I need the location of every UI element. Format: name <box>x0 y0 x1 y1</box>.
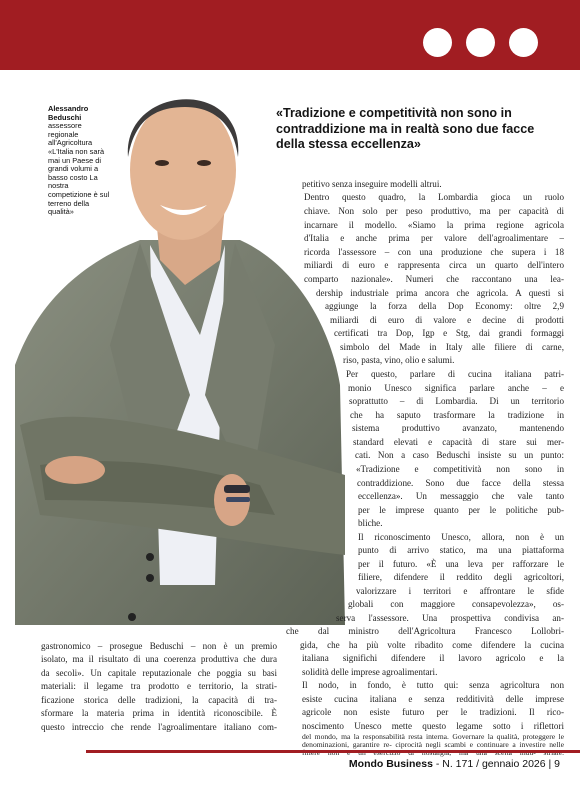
footer-rule <box>86 750 580 753</box>
text-line: simbolo del Made in Italy alle filiere di carne, <box>340 342 564 352</box>
issue-info: - N. 171 / gennaio 2026 | 9 <box>432 758 560 770</box>
text-line: serva l'assessore. Una prospettiva condivisa an- <box>336 613 564 623</box>
text-line: globali con maggiore consapevolezza», os- <box>348 599 564 609</box>
text-line: che ha saputo trasformare la tradizione in <box>350 410 564 420</box>
text-line: esiste cucina italiana e senza redditività delle imprese <box>302 694 564 704</box>
text-line: per il futuro. «È una leva per rafforzare le <box>358 559 564 569</box>
text-line: certificati tra Dop, Igp e Stg, dai grandi formaggi <box>334 328 564 338</box>
text-line: riso, pasta, vino, olio e salumi. <box>343 355 455 365</box>
text-line: ficazione storica delle tradizioni, la capacità di tra- <box>41 695 277 705</box>
text-line: petitivo senza inseguire modelli altrui. <box>302 179 442 189</box>
text-line: materiali: il legame tra prodotto e territorio, la strati- <box>41 681 277 691</box>
text-line: Per questo, parlare di cucina italiana patri- <box>346 369 564 379</box>
text-line: che dal ministro dell'Agricoltura Francesco Lollobri- <box>286 626 564 636</box>
text-line: del mondo, ma la responsabilità resta interna. Governare la qualità, proteggere le denominazioni, garantire re- ciprocità negli scambi e continuare a investire nelle <box>302 733 564 750</box>
text-line: comparto nazionale». Numeri che raccontano una lea- <box>304 274 564 284</box>
photo-caption <box>48 105 110 217</box>
text-line: monio Unesco significa parlare anche – e <box>348 383 564 393</box>
text-line: noscimento Unesco mette questo legame sotto i riflettori <box>302 721 564 731</box>
publication-name: Mondo Business <box>348 758 433 770</box>
text-line: miliardi di euro di valore e decine di prodotti <box>330 315 564 325</box>
text-line: aggiunge la forza della Dop Economy: oltre 2,9 <box>325 301 564 311</box>
text-line: sformare la materia prima in identità riconoscibile. È <box>41 708 277 718</box>
text-line: Il nodo, in fondo, è tutto qui: senza agricoltura non <box>302 680 564 690</box>
text-line: Il riconoscimento Unesco, allora, non è un <box>358 532 564 542</box>
text-line: eccellenza». Un messaggio che vale tanto <box>358 491 564 501</box>
caption-name: Alessandro Beduschi <box>48 104 89 122</box>
text-line: per le imprese quanto per le politiche pub- <box>358 505 564 515</box>
text-line: d'Italia e anche prima per valore dell'agroalimentare – <box>304 233 564 243</box>
text-line: standard elevati e capacità di stare sui mer- <box>353 437 564 447</box>
text-line: bliche. <box>358 518 383 528</box>
text-line: isolato, ma il risultato di una coerenza produttiva che dura <box>41 654 277 664</box>
text-line: contraddizione. Sono due facce della stessa <box>357 478 564 488</box>
text-line: cati. Non a caso Beduschi insiste su un punto: <box>355 450 564 460</box>
text-line: valorizzare i territori e affrontare le sfide <box>356 586 564 596</box>
pull-quote: «Tradizione e competitività non sono in contraddizione ma in realtà sono due facce della stessa eccellenza» <box>276 106 535 151</box>
text-line: incarnare il modello. «Siamo la prima regione agricola <box>304 220 564 230</box>
text-line: italiana significhi difendere il lavoro agricolo e la <box>302 653 564 663</box>
text-line: soprattutto – di Lombardia. Di un territorio <box>349 396 564 406</box>
text-line: ricorda l'assessore – con una produzione che supera i 18 <box>304 247 564 257</box>
page-footer <box>349 758 560 770</box>
text-line: filiere, difendere il reddito degli agricoltori, <box>358 572 564 582</box>
text-line: gida, che ha più volte ribadito come difendere la cucina <box>300 640 564 650</box>
text-line: questo intreccio che rende l'agroalimentare italiano com- <box>41 722 277 732</box>
text-line: dership industriale prima ancora che agricola. A questi si <box>316 288 564 298</box>
text-line: miliardi di euro e rappresenta circa un quarto dell'intero <box>304 260 564 270</box>
text-line: agricole non esiste futuro per le tradizioni. Il rico- <box>302 707 564 717</box>
text-line: chiave. Non solo per peso produttivo, ma per capacità di <box>304 206 564 216</box>
text-line: da secoli». Un capitale reputazionale che poggia su basi <box>41 668 277 678</box>
circle-icon <box>423 28 452 57</box>
text-line: solidità delle imprese agroalimentari. <box>302 667 438 677</box>
text-line: punto di arrivo statico, ma una piattaforma <box>358 545 564 555</box>
text-line: sistema produttivo avanzato, mantenendo <box>352 423 564 433</box>
circle-icon <box>509 28 538 57</box>
text-line: «Tradizione e competitività non sono in <box>356 464 564 474</box>
circle-icon <box>466 28 495 57</box>
caption-text: assessore regionale all'Agricoltura «L'Italia non sarà mai un Paese di grandi volumi a basso costo La nostra competizione è sul terreno della qualità» <box>48 121 110 217</box>
text-line: Dentro questo quadro, la Lombardia gioca un ruolo <box>304 192 564 202</box>
text-line: gastronomico – prosegue Beduschi – non è un premio <box>41 641 277 651</box>
